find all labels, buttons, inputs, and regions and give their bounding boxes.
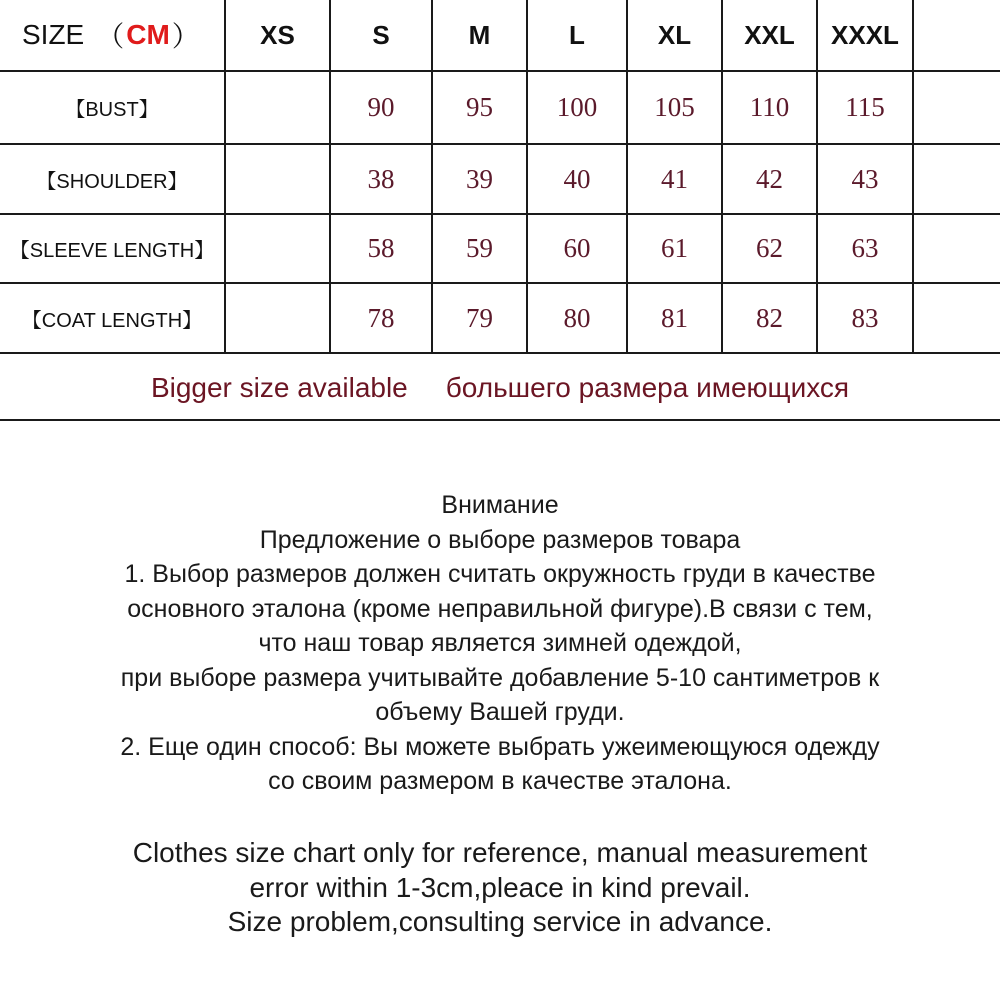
table-cell: 63 — [851, 233, 879, 263]
bigger-size-ru: большего размера имеющихся — [445, 372, 850, 403]
table-cell: 78 — [367, 302, 395, 333]
bigger-size-en: Bigger size available — [150, 372, 408, 403]
notice-line: основного эталона (кроме неправильной фигуре).В связи с тем, — [127, 594, 873, 623]
notice-line: 2. Еще один способ: Вы можете выбрать ужеимеющуюся одежду — [120, 732, 880, 761]
table-cell — [226, 284, 329, 352]
notice-line: что наш товар является зимней одеждой, — [258, 629, 742, 657]
table-cell: 61 — [661, 233, 688, 263]
notice-line: Предложение о выборе размеров товара — [259, 525, 741, 554]
bigger-size-notice — [0, 356, 1000, 420]
notice-line: Size problem,consulting service in advance. — [227, 906, 773, 937]
notice-line: со своим размером в качестве эталона. — [268, 767, 732, 795]
size-header-s: S — [372, 19, 390, 50]
notice-heading: Внимание — [441, 491, 559, 519]
table-cell: 90 — [367, 92, 395, 122]
size-advice-ru — [0, 488, 1000, 799]
size-header-m: M — [468, 19, 491, 50]
size-header-l: L — [569, 19, 585, 50]
notice-line: объему Вашей груди. — [375, 698, 625, 726]
notice-line: 1. Выбор размеров должен считать окружность груди в качестве — [124, 560, 876, 588]
unit-open-bracket: （ — [96, 21, 125, 52]
table-cell: 41 — [661, 163, 688, 194]
table-cell — [226, 145, 329, 213]
size-header-xs: XS — [260, 19, 295, 50]
table-cell — [226, 72, 329, 143]
row-label-sleeve-length: 【SLEEVE LENGTH】 — [9, 240, 215, 262]
unit-label: CM — [126, 19, 170, 50]
table-cell: 39 — [466, 163, 493, 194]
unit-close-bracket: ） — [171, 21, 200, 52]
table-cell: 42 — [756, 163, 783, 194]
size-header-text: SIZE — [22, 19, 85, 50]
row-label-shoulder: 【SHOULDER】 — [36, 170, 188, 193]
table-cell: 115 — [845, 92, 885, 122]
table-cell: 79 — [466, 302, 493, 333]
table-cell: 43 — [851, 163, 879, 194]
table-cell: 81 — [661, 302, 688, 333]
size-header-xxl: XXL — [744, 19, 795, 50]
table-cell: 60 — [563, 233, 591, 263]
notice-line: Clothes size chart only for reference, manual measurement — [132, 837, 868, 868]
size-header-xl: XL — [657, 19, 692, 50]
table-cell: 105 — [654, 92, 695, 122]
table-cell: 95 — [466, 92, 493, 122]
table-cell: 59 — [466, 233, 493, 263]
size-unit-header — [0, 0, 224, 70]
table-cell: 83 — [851, 302, 879, 333]
row-label-coat-length: 【COAT LENGTH】 — [21, 309, 203, 332]
row-label-bust: 【BUST】 — [65, 99, 159, 121]
table-cell: 40 — [563, 163, 591, 194]
row-divider — [0, 352, 1000, 354]
size-header-xxxl: XXXL — [831, 19, 899, 50]
table-cell: 80 — [563, 302, 591, 333]
table-cell: 58 — [367, 233, 395, 263]
table-cell: 62 — [756, 233, 783, 263]
table-cell: 110 — [749, 92, 790, 122]
notice-line: error within 1-3cm,pleace in kind prevail. — [249, 871, 751, 903]
table-cell: 100 — [556, 92, 598, 122]
notice-line: при выборе размера учитывайте добавление 5-10 сантиметров к — [120, 663, 880, 692]
size-advice-en — [0, 836, 1000, 940]
column-divider — [912, 0, 914, 354]
table-cell: 38 — [367, 163, 395, 194]
table-cell: 82 — [756, 302, 783, 333]
table-cell — [226, 215, 329, 282]
